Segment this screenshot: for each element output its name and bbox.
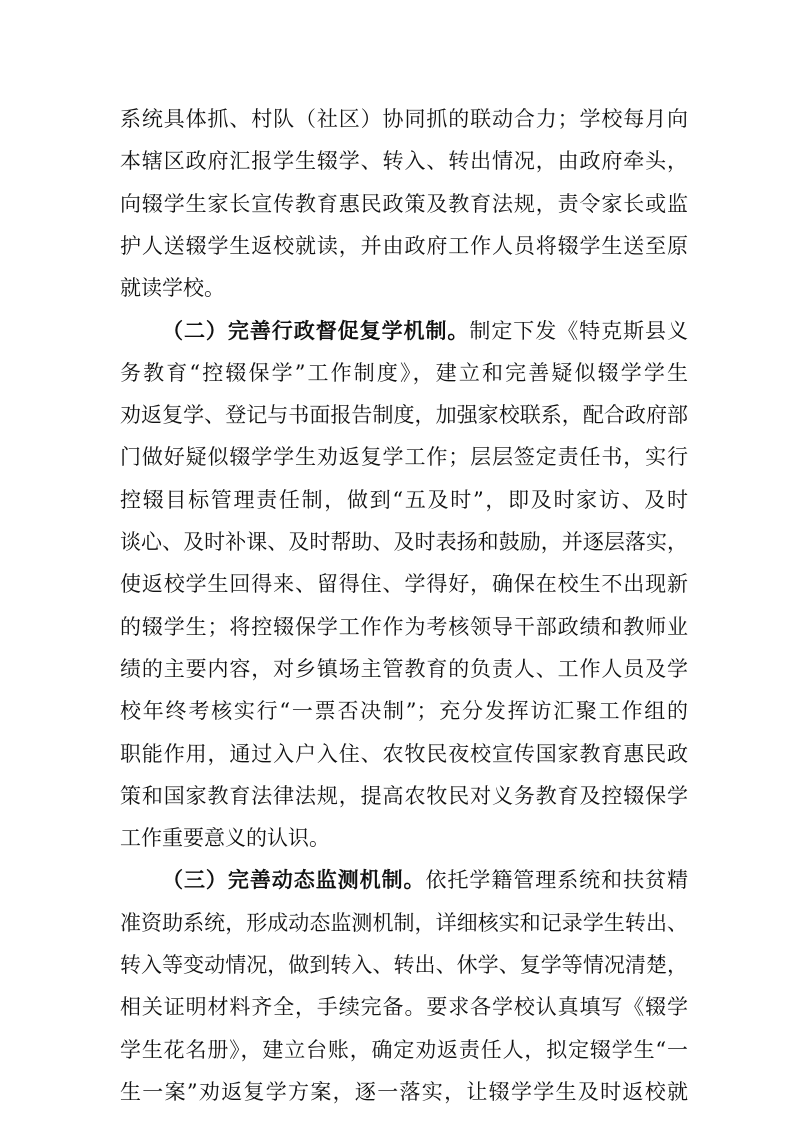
text-line: 工作重要意义的认识。 [120,826,330,851]
text-line: 护人送辍学生返校就读，并由政府工作人员将辍学生送至原 [120,233,688,258]
text-line: 就读学校。 [120,276,225,301]
paragraph-first-line [162,858,688,902]
text-line: 相关证明材料齐全，手续完备。要求各学校认真填写《辍学 [120,995,688,1020]
text-line: 学生花名册》，建立台账，确定劝返责任人，拟定辍学生“一 [120,1037,688,1062]
text-line: 劝返复学、登记与书面报告制度，加强家校联系，配合政府部 [120,403,688,428]
text-run: 制定下发《特克斯县义 [469,318,688,343]
text-line: 策和国家教育法律法规，提高农牧民对义务教育及控辍保学 [120,783,688,808]
text-line: 向辍学生家长宣传教育惠民政策及教育法规，责令家长或监 [120,191,688,216]
text-run: 依托学籍管理系统和扶贫精 [425,868,689,893]
section-heading: （二）完善行政督促复学机制。 [162,317,470,343]
text-line: 谈心、及时补课、及时帮助、及时表扬和鼓励，并逐层落实， [120,530,688,555]
text-line: 本辖区政府汇报学生辍学、转入、转出情况，由政府牵头， [120,149,688,174]
text-line: 的辍学生；将控辍保学工作作为考核领导干部政绩和教师业 [120,614,688,639]
text-line: 校年终考核实行“一票否决制”；充分发挥访汇聚工作组的 [120,699,688,724]
text-line: 生一案”劝返复学方案，逐一落实，让辍学学生及时返校就 [120,1080,688,1104]
text-line: 门做好疑似辍学学生劝返复学工作；层层签定责任书，实行 [120,445,688,470]
text-line: 使返校学生回得来、留得住、学得好，确保在校生不出现新 [120,572,688,597]
paragraph-first-line [162,309,688,353]
text-line: 职能作用，通过入户入住、农牧民夜校宣传国家教育惠民政 [120,741,688,766]
text-line: 控辍目标管理责任制，做到“五及时”，即及时家访、及时 [120,487,688,512]
text-line: 绩的主要内容，对乡镇场主管教育的负责人、工作人员及学 [120,656,688,681]
text-line: 系统具体抓、村队（社区）协同抓的联动合力；学校每月向 [120,107,688,131]
section-heading: （三）完善动态监测机制。 [162,867,426,893]
text-line: 准资助系统，形成动态监测机制，详细核实和记录学生转出、 [120,910,688,935]
text-line: 转入等变动情况，做到转入、转出、休学、复学等情况清楚， [120,953,688,978]
text-line: 务教育“控辍保学”工作制度》，建立和完善疑似辍学学生 [120,360,688,385]
